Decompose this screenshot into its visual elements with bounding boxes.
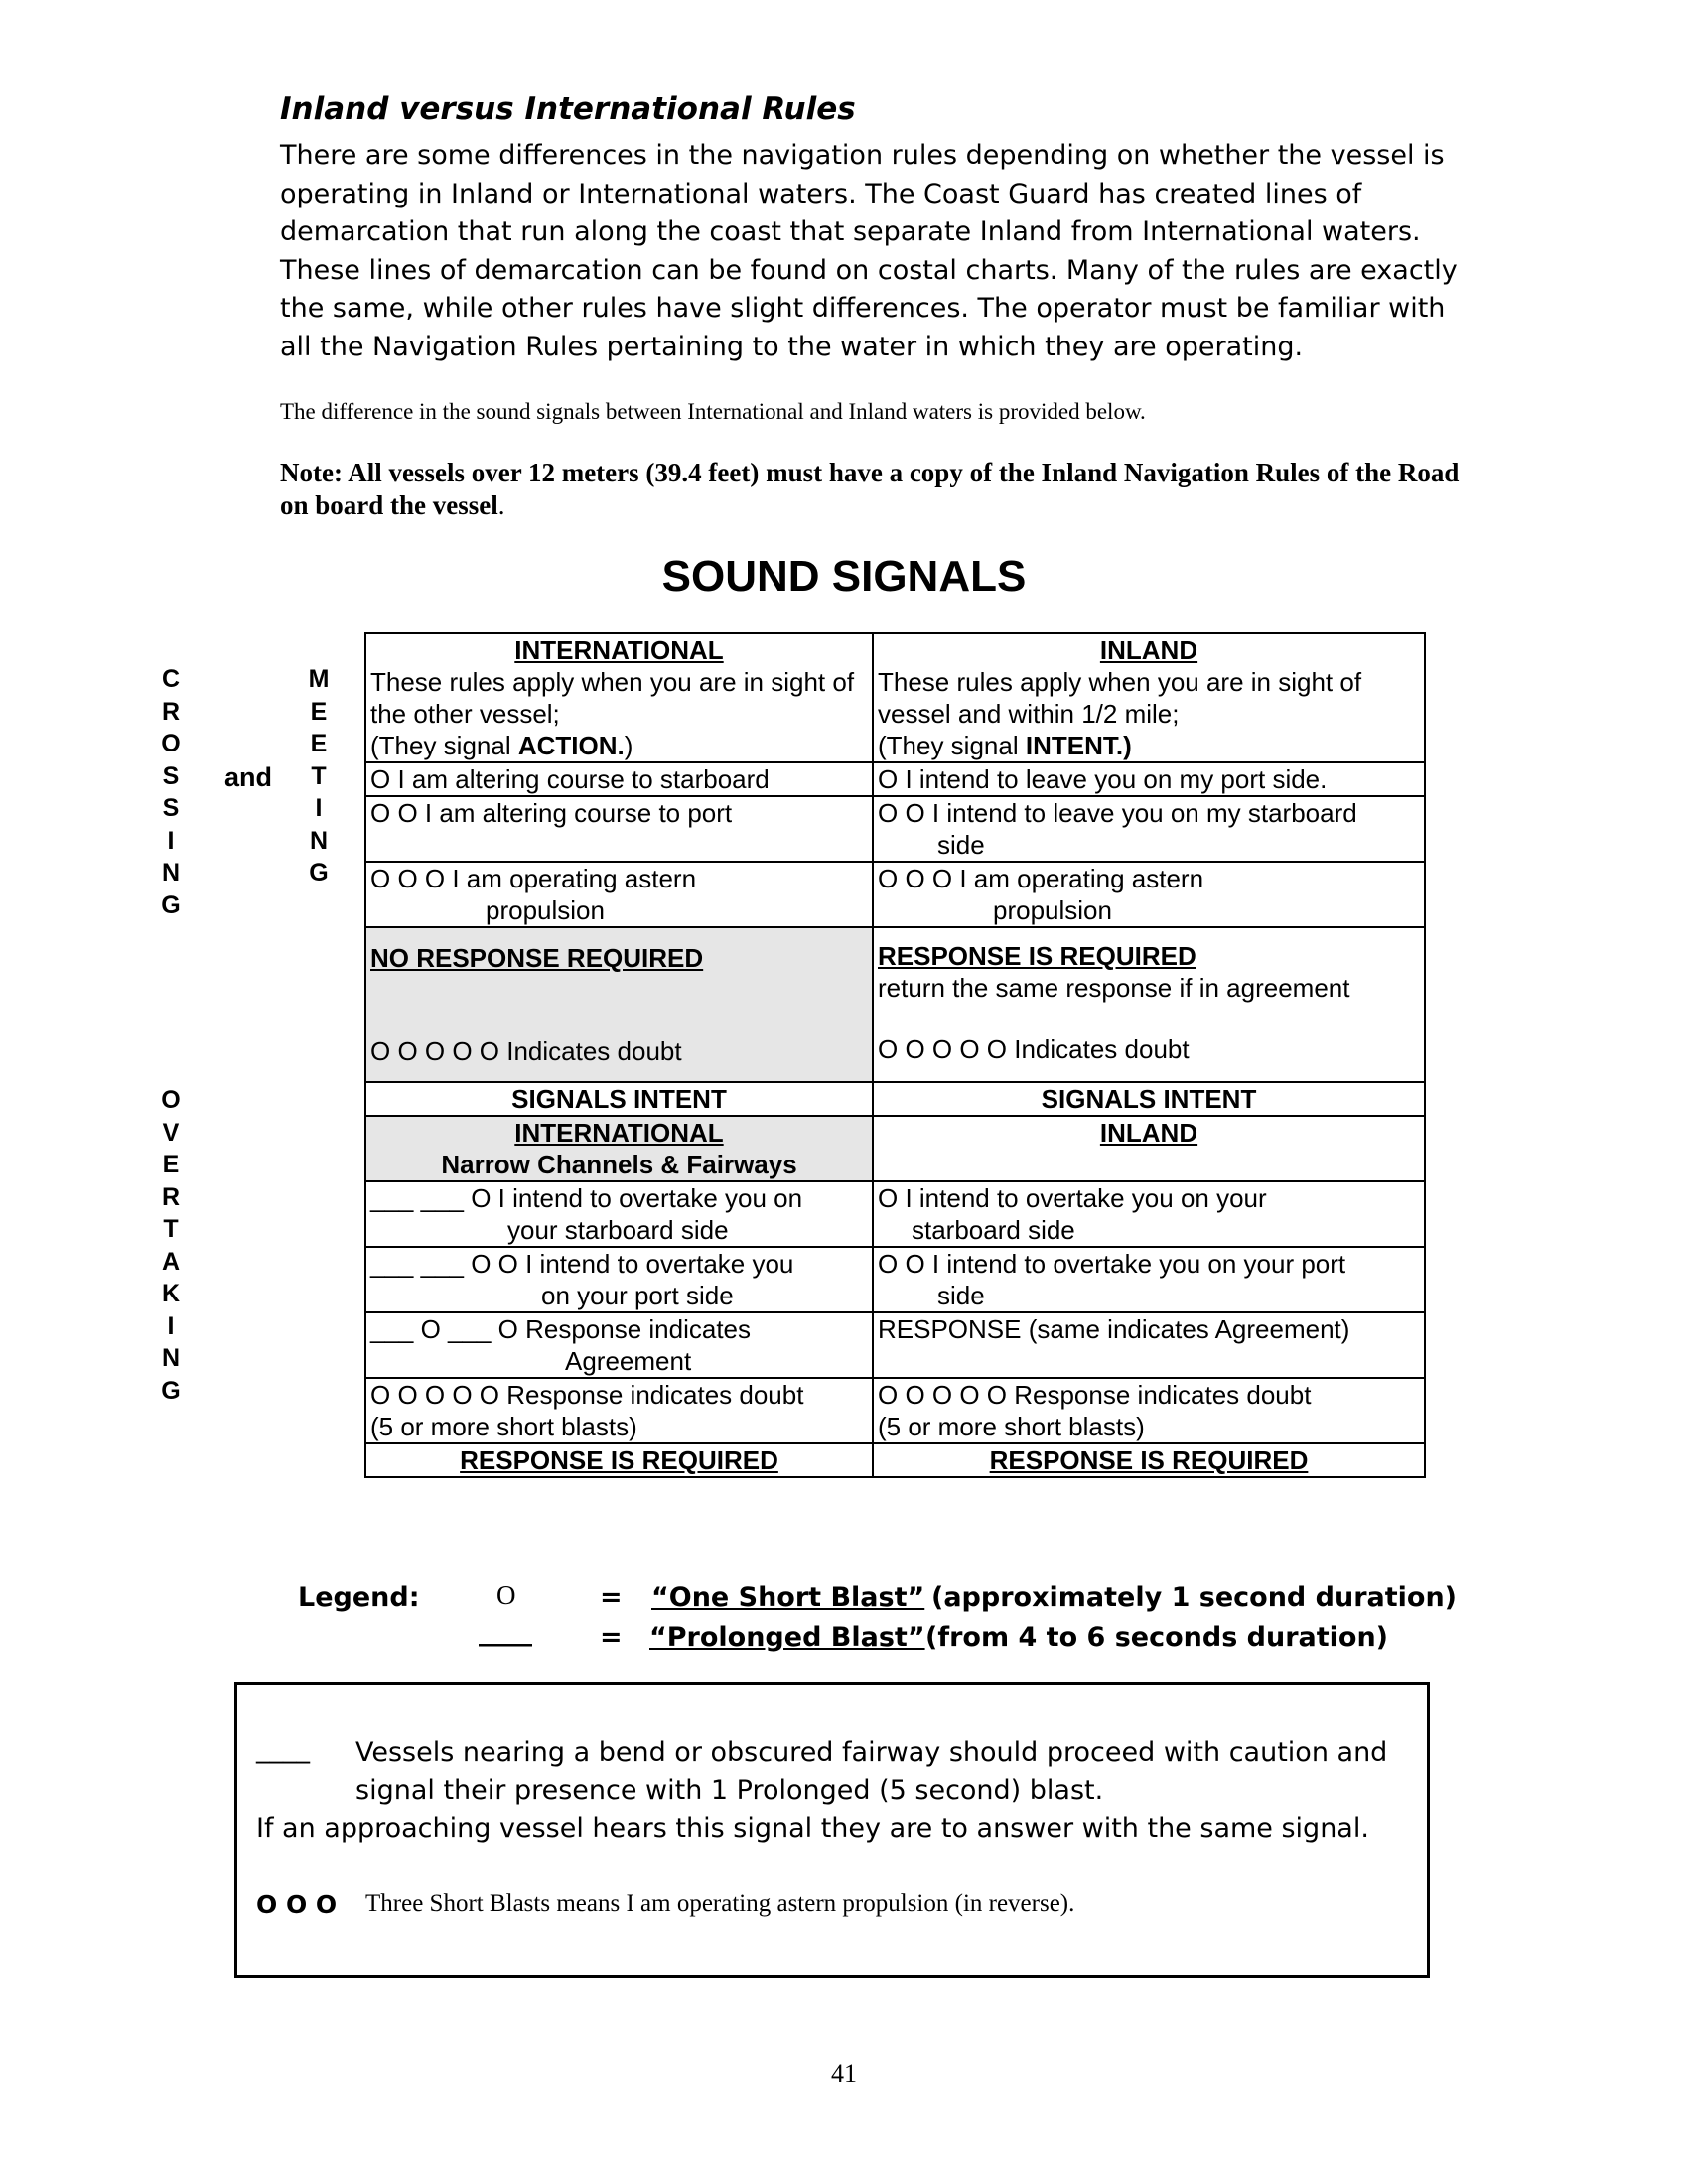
cell-line: O O O O O Response indicates doubt: [370, 1380, 804, 1410]
inland-overtaking-header-cell: [873, 1116, 1425, 1181]
box-line: If an approaching vessel hears this signal they are to answer with the same signal.: [256, 1813, 1369, 1843]
inland-header: INLAND: [1099, 635, 1198, 665]
page-title: SOUND SIGNALS: [661, 552, 1027, 601]
cell-line: O O O O O Response indicates doubt: [878, 1380, 1312, 1410]
table-row: [365, 1181, 1425, 1247]
table-cell: [365, 1247, 873, 1312]
legend-equals: =: [600, 1582, 623, 1613]
inland-signal-note: [878, 730, 1420, 761]
table-cell: O I intend to leave you on my port side.: [873, 762, 1425, 796]
page-number: 41: [831, 2059, 857, 2088]
table-row: [365, 927, 1425, 1082]
table-cell: O I am altering course to starboard: [365, 762, 873, 796]
crossing-letter: I: [167, 826, 175, 855]
crossing-letter: G: [161, 890, 181, 919]
section-heading: Inland versus International Rules: [280, 91, 856, 127]
table-row: [365, 633, 1425, 762]
cell-line: Agreement: [565, 1346, 692, 1376]
crossing-letter: N: [161, 859, 181, 887]
table-cell: O O I am altering course to port: [365, 796, 873, 862]
intl-signal-post: ): [624, 731, 633, 760]
cell-line: side: [937, 830, 985, 860]
cell-line: O O O I am operating astern: [878, 864, 1204, 893]
prolonged-blast-symbol: ____: [479, 1616, 532, 1647]
box-line: signal their presence with 1 Prolonged (5 second) blast.: [355, 1775, 1104, 1806]
short-blast-desc: (approximately 1 second duration): [931, 1582, 1458, 1613]
table-cell: [873, 1378, 1425, 1443]
short-blast-name-text: “One Short Blast”: [651, 1582, 925, 1613]
prolonged-blast-name: [649, 1622, 925, 1653]
sound-signals-table: [364, 632, 1426, 1478]
cell-line: your starboard side: [507, 1215, 729, 1245]
cell-line: side: [937, 1281, 985, 1310]
intl-signal-note: [370, 730, 868, 761]
table-cell: [873, 862, 1425, 927]
note-paragraph: [280, 457, 1472, 522]
table-row: [365, 796, 1425, 862]
inland-header-2: INLAND: [1099, 1118, 1198, 1148]
no-response-required: NO RESPONSE REQUIRED: [370, 943, 704, 973]
box-line: Three Short Blasts means I am operating astern propulsion (in reverse).: [365, 1890, 1075, 1917]
intro-paragraph: There are some differences in the navigation rules depending on whether the vessel is operating in Inland or International waters. The Coast Guard has created lines of demarcation that run along the coast that separate Inland from International waters. These lines of demarcation can be found on costal charts. Many of the rules are exactly the same, while other rules have slight differences. The operator must be familiar with all the Navigation Rules pertaining to the water in which they are operating.: [280, 140, 1458, 362]
crossing-label: [156, 663, 186, 921]
table-row: [365, 762, 1425, 796]
overtaking-letter: V: [162, 1118, 180, 1147]
crossing-letter: R: [161, 697, 181, 726]
intl-signal-pre: (They signal: [370, 731, 518, 760]
short-blast-name: [651, 1582, 924, 1613]
intl-doubt: O O O O O Indicates doubt: [370, 1036, 682, 1066]
prolonged-blast-name-text: “Prolonged Blast”: [649, 1622, 925, 1653]
table-row: [365, 862, 1425, 927]
table-cell: [365, 1378, 873, 1443]
prolonged-symbol: ____: [256, 1733, 310, 1764]
prolonged-blast-desc: (from 4 to 6 seconds duration): [925, 1622, 1389, 1653]
footer-inland-response: RESPONSE IS REQUIRED: [873, 1443, 1425, 1477]
cell-line: propulsion: [486, 895, 605, 925]
legend-equals: =: [600, 1622, 623, 1653]
cell-line: (5 or more short blasts): [878, 1412, 1145, 1441]
table-row: [365, 1082, 1425, 1116]
cell-line: on your port side: [541, 1281, 734, 1310]
meeting-letter: N: [309, 826, 329, 855]
table-cell: [365, 1181, 873, 1247]
intl-overtaking-header-cell: [365, 1116, 873, 1181]
crossing-letter: S: [162, 761, 180, 790]
cell-line: starboard side: [912, 1215, 1075, 1245]
crossing-letter: O: [161, 730, 181, 757]
difference-sentence: The difference in the sound signals between International and Inland waters is provided below.: [280, 399, 1146, 424]
crossing-letter: S: [162, 794, 180, 822]
intl-signal-word: ACTION.: [517, 731, 625, 760]
meeting-letter: T: [311, 761, 327, 790]
inland-doubt: O O O O O Indicates doubt: [878, 1034, 1190, 1064]
table-cell: [873, 796, 1425, 862]
cell-line: O O I intend to leave you on my starboard: [878, 798, 1357, 828]
table-cell: RESPONSE (same indicates Agreement): [873, 1312, 1425, 1378]
cell-line: ___ ___ O I intend to overtake you on: [370, 1183, 803, 1213]
overtaking-letter: N: [161, 1344, 181, 1372]
cell-line: ___ ___ O O I intend to overtake you: [370, 1249, 794, 1279]
crossing-letter: C: [161, 665, 181, 693]
overtaking-letter: G: [161, 1376, 181, 1405]
overtaking-label: [156, 1084, 186, 1407]
narrow-channels: Narrow Channels & Fairways: [441, 1150, 797, 1179]
overtaking-letter: O: [161, 1086, 181, 1114]
table-row: [365, 1312, 1425, 1378]
inland-signal-pre: (They signal: [878, 731, 1026, 760]
cell-line: O O O I am operating astern: [370, 864, 697, 893]
footer-intl-response: RESPONSE IS REQUIRED: [365, 1443, 873, 1477]
meeting-letter: M: [308, 665, 330, 693]
inland-rules-text: These rules apply when you are in sight of vessel and within 1/2 mile;: [878, 667, 1362, 729]
table-row: [365, 1443, 1425, 1477]
and-label: and: [224, 762, 273, 792]
overtaking-letter: I: [167, 1311, 175, 1340]
short-blast-symbol: O: [496, 1580, 516, 1610]
table-cell: [873, 1247, 1425, 1312]
intl-header: INTERNATIONAL: [514, 635, 724, 665]
overtaking-letter: K: [161, 1280, 181, 1307]
table-cell: [365, 1312, 873, 1378]
meeting-label: [304, 663, 334, 889]
overtaking-letter: R: [161, 1182, 181, 1211]
inland-rules-cell: [873, 633, 1425, 762]
overtaking-letter: E: [162, 1151, 180, 1178]
meeting-letter: G: [309, 859, 329, 887]
note-text: Note: All vessels over 12 meters (39.4 feet) must have a copy of the Inland Navigation Rules of the Road on board the vessel: [280, 458, 1460, 520]
table-cell: [365, 862, 873, 927]
table-cell: [873, 1181, 1425, 1247]
intl-rules-cell: [365, 633, 873, 762]
meeting-letter: I: [315, 794, 323, 822]
overtaking-letter: T: [163, 1215, 179, 1243]
signals-intent-inland: SIGNALS INTENT: [873, 1082, 1425, 1116]
inland-response-cell: [873, 927, 1425, 1082]
signals-intent-intl: SIGNALS INTENT: [365, 1082, 873, 1116]
intl-response-cell: [365, 927, 873, 1082]
return-same: return the same response if in agreement: [878, 973, 1350, 1003]
box-line: Vessels nearing a bend or obscured fairway should proceed with caution and: [355, 1737, 1388, 1768]
overtaking-letter: A: [161, 1247, 181, 1276]
intl-rules-text: These rules apply when you are in sight of the other vessel;: [370, 667, 855, 729]
table-row: [365, 1247, 1425, 1312]
note-period: .: [497, 490, 505, 520]
table-row: [365, 1116, 1425, 1181]
meeting-letter: E: [310, 697, 328, 726]
legend-label: Legend:: [298, 1582, 420, 1613]
cell-line: O I intend to overtake you on your: [878, 1183, 1267, 1213]
table-row: [365, 1378, 1425, 1443]
meeting-letter: E: [310, 730, 328, 757]
cell-line: (5 or more short blasts): [370, 1412, 637, 1441]
cell-line: propulsion: [993, 895, 1112, 925]
inland-signal-word: INTENT.): [1025, 731, 1132, 760]
response-required: RESPONSE IS REQUIRED: [878, 941, 1196, 971]
three-short-symbol: O O O: [256, 1890, 338, 1919]
cell-line: ___ O ___ O Response indicates: [370, 1314, 752, 1344]
intl-header-2: INTERNATIONAL: [514, 1118, 724, 1148]
cell-line: O O I intend to overtake you on your port: [878, 1249, 1346, 1279]
